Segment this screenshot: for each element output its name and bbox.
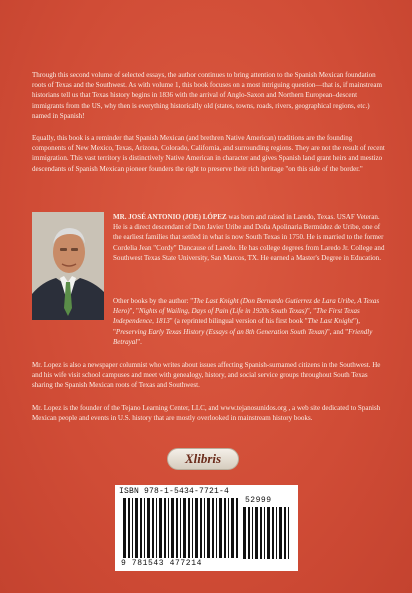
barcode-bar bbox=[248, 507, 250, 559]
barcode-addon-number: 52999 bbox=[245, 496, 272, 505]
founder-paragraph: Mr. Lopez is the founder of the Tejano Learning Center, LLC, and www.tejanosunidos.org , a web site dedicated to Spanish Mexican people and events in U.S. history that are mostly overlooked in mainstream history books. bbox=[32, 404, 381, 423]
author-photo bbox=[32, 212, 104, 320]
author-bio bbox=[113, 212, 387, 263]
other-books bbox=[113, 296, 387, 347]
book-title-2: Nights of Wailing, Days of Pain (Life in 1920s South Texas) bbox=[138, 307, 307, 316]
book-title-6: Friendly Betrayal bbox=[113, 327, 373, 346]
barcode-bar bbox=[171, 498, 174, 558]
barcode-bar bbox=[128, 498, 130, 558]
barcode-bar bbox=[288, 507, 289, 559]
barcode-bar bbox=[135, 498, 138, 558]
barcode-bar bbox=[180, 498, 181, 558]
barcode-bar bbox=[207, 498, 210, 558]
books-separator: ", " bbox=[306, 307, 317, 316]
isbn-text: ISBN 978-1-5434-7721-4 bbox=[119, 487, 230, 496]
barcode-bar bbox=[192, 498, 193, 558]
barcode-bar bbox=[140, 498, 142, 558]
barcode-bar bbox=[164, 498, 166, 558]
barcode-bar bbox=[260, 507, 262, 559]
books-separator: ". bbox=[137, 337, 142, 346]
barcode-bar bbox=[231, 498, 234, 558]
book-title-3: The First Texas Independence, 1813 bbox=[113, 307, 360, 326]
barcode-bars bbox=[123, 498, 239, 558]
author-name: MR. JOSÉ ANTONIO (JOE) LÓPEZ bbox=[113, 213, 227, 221]
barcode-bar bbox=[204, 498, 205, 558]
barcode-bar bbox=[224, 498, 226, 558]
barcode-bar bbox=[168, 498, 169, 558]
barcode-bar bbox=[276, 507, 277, 559]
barcode bbox=[115, 485, 298, 571]
description-paragraph-1: Through this second volume of selected essays, the author continues to bring attention to the Spanish Mexican foundation roots of Texas and the Southwest. As with volume 1, this book focuses on a most intriguing question—that is, if mainstream historians tell us that Texas history begins in 1836 with the arrival of Anglo-Saxon and Northern European–descent immigrants from the US, why then is everything historically old (states, towns, roads, rivers, geographical regions, etc.) named in Spanish! bbox=[32, 71, 382, 120]
barcode-bar bbox=[200, 498, 202, 558]
barcode-bar bbox=[212, 498, 214, 558]
barcode-bar bbox=[156, 498, 157, 558]
barcode-bar bbox=[176, 498, 178, 558]
barcode-bar bbox=[144, 498, 145, 558]
books-separator: ", " bbox=[129, 307, 139, 316]
barcode-bar bbox=[279, 507, 282, 559]
books-separator: ", and " bbox=[326, 327, 349, 336]
barcode-bar bbox=[159, 498, 162, 558]
barcode-bar bbox=[267, 507, 270, 559]
barcode-bar bbox=[255, 507, 258, 559]
barcode-addon-bars bbox=[243, 507, 291, 559]
barcode-bar bbox=[264, 507, 265, 559]
columnist-paragraph: Mr. Lopez is also a newspaper columnist who writes about issues affecting Spanish-surnamed citizens in the Southwest. He and his wife visit school campuses and meet with genealogy, history, and social service groups throughout South Texas sharing the Spanish Mexican roots of Texas and Southwest. bbox=[32, 361, 381, 390]
barcode-bar bbox=[243, 507, 246, 559]
books-intro: Other books by the author: " bbox=[113, 297, 194, 305]
barcode-bar bbox=[188, 498, 190, 558]
book-title-5: Preserving Early Texas History (Essays of an 8th Generation South Texan) bbox=[115, 327, 327, 336]
barcode-bar bbox=[152, 498, 154, 558]
books-separator: "), " bbox=[113, 317, 361, 336]
barcode-bar bbox=[284, 507, 286, 559]
description-paragraph-2: Equally, this book is a reminder that Spanish Mexican (and brethren Native American) traditions are the founding components of New Mexico, Texas, Arizona, Colorado, California, and surrounding regions. They are not the result of recent immigration. This vast territory is distinctively Native American in character and gives Spanish land grant heirs and mestizo descendants of Spanish Mexican pioneer founders the right to preserve their rich heritage "on this side of the border." bbox=[32, 134, 385, 173]
barcode-bar bbox=[236, 498, 238, 558]
author-bio-text: was born and raised in Laredo, Texas. USAF Veteran. He is a direct descendant of Don Javier Uribe and Doña Apolinaria Bermúdez de Uribe, one of the earliest families that settled in what is now South Texas in 1750. He is married to the former Cordelia Jean "Cordy" Dancause of Laredo. He has college degrees from Laredo Jr. College and Southwest Texas State University, San Marcos, TX. He earned a Master's Degree in Education. bbox=[113, 213, 385, 262]
barcode-bar bbox=[195, 498, 198, 558]
barcode-bar bbox=[147, 498, 150, 558]
barcode-bar bbox=[228, 498, 229, 558]
book-title-4: The Last Knight bbox=[307, 317, 354, 326]
barcode-bar bbox=[123, 498, 126, 558]
barcode-bar bbox=[132, 498, 133, 558]
book-title-1: The Last Knight (Don Bernardo Gutierrez de Lara Uribe, A Texas Hero) bbox=[113, 297, 380, 316]
barcode-bar bbox=[272, 507, 274, 559]
barcode-bar bbox=[219, 498, 222, 558]
books-separator: " (a reprinted bilingual version of his first book " bbox=[169, 317, 308, 326]
barcode-bar bbox=[252, 507, 253, 559]
barcode-bar bbox=[216, 498, 217, 558]
barcode-bar bbox=[183, 498, 186, 558]
ean-number: 9 781543 477214 bbox=[121, 559, 203, 568]
publisher-logo: Xlibris bbox=[167, 448, 239, 470]
